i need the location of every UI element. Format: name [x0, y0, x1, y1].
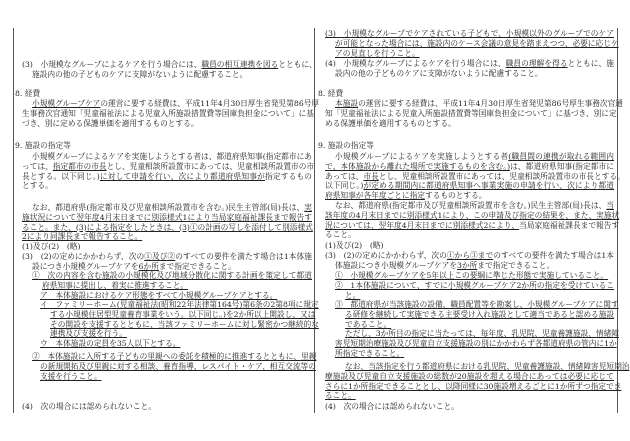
text-line: [335, 349, 614, 359]
text-line: [22, 99, 320, 109]
text-line: [22, 70, 312, 80]
text-segment: 以下同じ。): [325, 181, 364, 191]
text-line: [335, 271, 614, 281]
right-expenses-text: [325, 99, 623, 128]
right-report-text: [325, 201, 620, 240]
text-line: [325, 181, 614, 191]
underlined-text: 療施設及び児童自立支援施設の総数が20施設を超える場合にあっては必要に応じて: [325, 371, 614, 381]
text-segment: (1)及び(2) (略): [22, 242, 81, 251]
right-requirement-3: [335, 300, 619, 329]
right-heading-designation: [318, 141, 518, 151]
underlined-text: の新規開拓及び里親に対する相談、養育指導、レスパイト・ケア、相互交流等の: [40, 361, 316, 371]
left-requirement-1-i: [40, 300, 319, 339]
text-line: [325, 210, 620, 221]
text-segment: 施設内の他の子どものケアに支障がないように配慮すること。: [32, 69, 248, 79]
right-item-3-review: [325, 29, 619, 58]
text-line: [325, 220, 620, 231]
right-heading-expenses: [318, 89, 518, 99]
text-line: [22, 172, 312, 182]
text-line: [22, 402, 222, 412]
underlined-text: ウ 本体施設の定員を35人以下とする。: [40, 339, 181, 348]
underlined-text: 害児短期治療施設及び児童自立支援施設の別にかかわらず各都道府県の管内に1か: [335, 338, 617, 348]
text-segment: 知「児童福祉法による児童入所施設措置費等国庫負担金について」に基づき、別に定: [325, 108, 617, 118]
text-line: [22, 203, 312, 213]
text-segment: まで指定できること。: [158, 261, 236, 271]
left-heading-designation: [15, 141, 215, 151]
text-segment: 9. 施設の指定等: [318, 141, 374, 150]
text-segment: とし、児童相談所設置市にあっては、児童相談所設置市の市: [106, 161, 315, 171]
right-item-4: [325, 402, 525, 412]
text-line: [325, 241, 525, 251]
underlined-text: (3) 小規模なグループでケアされている子どもで、小規模以外のグループでのケア: [325, 29, 614, 38]
left-item-3-cooperation: [22, 60, 317, 80]
underlined-text: 職員の相互連携を図る: [201, 60, 279, 69]
left-item-1-2-omitted: [22, 242, 222, 252]
text-segment: あっては、: [325, 171, 364, 181]
text-line: [22, 232, 312, 242]
underlined-text: 2により同課長まで報告すること。: [22, 232, 143, 242]
text-line: [335, 300, 619, 310]
underlined-text: が定める期間内に都道府県知事へ事業実施の申請を行い、次により都道: [363, 181, 614, 191]
text-line: [32, 271, 312, 281]
text-segment: 8. 経費: [15, 89, 41, 98]
text-segment: (3) 小規模なグループによるケアを行う場合には、: [22, 60, 202, 69]
text-line: [325, 261, 614, 271]
underlined-text: 市長: [363, 171, 379, 181]
text-line: [22, 109, 312, 119]
text-line: [325, 372, 614, 382]
text-line: [40, 309, 316, 320]
underlined-text: に対して申請を行い、次により都道府県知事が: [99, 171, 265, 181]
text-line: [22, 181, 312, 191]
underlined-text: 府県知事に提出し、着実に推進すること。: [42, 280, 189, 290]
underlined-text: ① 次の内容を含む施設の小規模化及び地域分散化に関する計画を策定して都道: [32, 271, 312, 280]
underlined-text: その開設を支援するとともに、当該ファミリーホームに対し緊密かつ継続的な: [50, 319, 319, 329]
left-requirement-1-u: [40, 339, 312, 349]
text-line: [325, 391, 614, 401]
text-segment: (4) 小規模なグループによるケアを行う場合には、: [325, 59, 506, 68]
text-line: [32, 372, 312, 382]
underlined-text: ② 1本体施設について、すでに小規模グループケア2か所の指定を受けているこ: [335, 281, 614, 290]
underlined-text: 当: [606, 201, 614, 210]
underlined-text: ① 小規模グループケアを5年以上この要綱に準じた形態で実施していること。: [335, 271, 609, 280]
text-segment: まで指定できること。: [477, 260, 555, 270]
text-segment: 小規模グループによるケアを実施しようとする者: [335, 152, 509, 161]
underlined-text: する小規模住居型児童養育事業をいう。以下同じ。)を2か所以上開設し、又は: [50, 309, 316, 319]
underlined-text: 施状況について翌年度4月末日までに別添様式1により当局家庭福祉課長まで報告す: [22, 212, 312, 222]
text-segment: のすべての要件を満たす場合は1本: [493, 251, 614, 260]
text-segment: なお、都道府県(指定都市及び児童相談所設置市を含む。)民生主管部(局)長は、: [335, 201, 607, 210]
text-line: [325, 69, 614, 79]
underlined-text: ること。: [325, 391, 356, 401]
text-segment: (4) 次の場合には認められないこと。: [325, 402, 459, 411]
underlined-text: 3か所: [457, 260, 478, 270]
underlined-text: 府県知事が各年度ごとに指定: [325, 191, 425, 201]
text-segment: とし、児童相談所設置市にあっては、児童相談所設置市の市長とする。: [378, 171, 625, 181]
underlined-text: アの見直しを行うこと。: [335, 48, 420, 58]
text-segment: (3) (2)の定めにかかわらず、次の: [325, 251, 447, 260]
text-segment: 小規模グループによるケアを実施しようとする者は、都道府県知事(指定都市にあ: [32, 152, 312, 161]
left-expenses-text: [22, 99, 320, 128]
text-segment: 体施設につき小規模グループケアを: [335, 260, 458, 270]
text-line: [22, 223, 312, 233]
underlined-text: ①から③まで: [446, 251, 494, 260]
underlined-text: で、本体施設から離れた場所で実施するものを含む。): [325, 161, 511, 171]
text-segment: 指定するもの: [264, 171, 312, 181]
right-additional-designation-text: [325, 362, 630, 401]
text-segment: (1)及び(2) (略): [325, 241, 384, 250]
underlined-text: 所指定できること。: [335, 348, 405, 358]
text-line: [325, 49, 614, 59]
underlined-text: ③ 都道府県が当該施設の設備、職員配置等を勘案し、小規模グループケアに関す: [335, 300, 619, 309]
underlined-text: ①及び②: [144, 252, 176, 261]
underlined-text: イ ファミリーホーム(児童福祉法(昭和22年法律第164号)第6条の2第8項に規定: [40, 300, 319, 309]
text-line: [22, 242, 222, 252]
text-line: [40, 300, 319, 310]
underlined-text: 支援を行うこと。: [40, 371, 102, 381]
text-segment: 生事務次官通知「児童福祉法による児童入所施設措置費等国庫負担金について」に基: [22, 108, 314, 118]
text-line: [318, 141, 518, 151]
text-line: [335, 320, 614, 330]
text-line: [15, 141, 215, 151]
text-line: [325, 201, 614, 211]
text-segment: とする。: [22, 181, 53, 191]
left-item-3-requirements: [22, 252, 312, 272]
underlined-text: さらに1か所指定できることとし、以降同様に30施設増えるごとに1か所ずつ指定でき: [325, 381, 622, 391]
text-line: [22, 119, 312, 129]
text-line: [325, 38, 619, 49]
left-designation-text: [22, 152, 315, 191]
text-line: [22, 60, 317, 70]
text-line: [325, 99, 623, 109]
text-segment: の運営に要する経費は、平成11年4月30日厚生省発児第86号厚生事務次官通: [358, 99, 623, 108]
underlined-text: 本施設: [335, 99, 359, 108]
underlined-text: ア 本体施設におけるケア形態をすべて小規模グループケアとする。: [40, 291, 278, 300]
text-line: [325, 162, 614, 172]
underlined-text: ただし、3か所目の指定に当たっては、毎年度、乳児院、児童養護施設、情緒障: [345, 329, 619, 338]
left-requirement-2: [32, 352, 317, 381]
underlined-text: ② 本体施設に入所する子どもの里親への委託を積極的に推進するとともに、里親: [32, 352, 317, 361]
right-requirement-2: [335, 281, 614, 301]
text-segment: とともに、: [278, 60, 317, 69]
underlined-text: 職員の理解を得る: [505, 59, 568, 68]
text-line: [32, 361, 316, 372]
right-designation-text: [325, 152, 625, 201]
right-item-1-2-omitted: [325, 241, 525, 251]
text-line: [40, 329, 312, 339]
text-segment: 設につき小規模グループケアを: [32, 261, 139, 271]
text-segment: ること。: [325, 230, 356, 240]
underlined-text: 連携及び支援を行う。: [50, 329, 127, 339]
right-proviso-text: [335, 329, 619, 358]
text-line: [32, 281, 312, 291]
underlined-text: (職員間の連携が取れる範囲内: [508, 152, 614, 161]
underlined-text: が可能となった場合には、施設内のケース会議の意見を踏まえつつ、必要に応じケ: [335, 38, 619, 48]
text-segment: 設内の他の子どものケアに支障がないように配慮すること。: [335, 68, 543, 78]
text-segment: っては、: [22, 161, 53, 171]
right-requirement-1: [335, 271, 614, 281]
text-segment: なお、都道府県(指定都市及び児童相談所設置市を含む。)民生主管部(局)長は、: [32, 203, 305, 212]
text-line: [325, 29, 614, 39]
text-segment: のすべての要件を満たす場合は1本体施: [175, 252, 312, 261]
right-item-3-requirements: [325, 251, 614, 271]
underlined-text: る研修を継続して実施できる主要受け入れ施設として適当であると認める施設: [345, 309, 615, 319]
text-line: [325, 402, 525, 412]
text-segment: 当局家庭福祉課長まで報告す: [519, 220, 620, 230]
text-line: [325, 191, 614, 201]
left-heading-expenses: [15, 89, 215, 99]
text-line: [325, 119, 614, 129]
text-line: [318, 89, 518, 99]
text-line: [335, 310, 614, 320]
text-segment: 9. 施設の指定等: [15, 141, 71, 150]
left-column-border: [13, 28, 14, 413]
text-line: [22, 252, 312, 262]
text-segment: 長とする。以下同じ。): [22, 171, 100, 181]
text-line: [22, 213, 312, 223]
text-segment: 8. 経費: [318, 89, 344, 98]
text-segment: づき、別に定める保護単価を適用するものとする。: [22, 118, 199, 128]
text-line: [325, 59, 614, 69]
text-line: [325, 362, 630, 372]
text-line: [22, 152, 312, 162]
text-segment: するものとする。: [424, 191, 487, 201]
text-line: [325, 251, 614, 261]
text-line: [15, 89, 215, 99]
text-line: [32, 352, 317, 362]
right-item-4-understanding: [325, 59, 614, 79]
text-line: [325, 230, 614, 240]
underlined-text: ること。また、(3)による指定をしたときは、(3)①の計画の写しを添付して別添様式: [22, 222, 313, 232]
underlined-text: 指定都市の市長: [52, 161, 107, 171]
text-line: [335, 281, 614, 291]
text-line: [22, 161, 315, 172]
text-line: [40, 339, 312, 349]
text-line: [325, 171, 625, 182]
text-line: [325, 108, 617, 119]
left-item-4: [22, 402, 222, 412]
underlined-text: なお、当該指定を行う都道府県における乳児院、児童養護施設、情緒障害児短期治: [345, 362, 630, 371]
left-requirement-1: [32, 271, 312, 291]
underlined-text: と。: [345, 290, 361, 300]
underlined-text: 実: [304, 203, 312, 212]
text-line: [325, 381, 622, 392]
text-segment: (4) 次の場合には認められないこと。: [22, 402, 156, 411]
text-segment: める保護単価を適用するものとする。: [325, 118, 456, 128]
text-segment: の運営に要する経費は、平成11年4月30日厚生省発児第86号厚: [100, 99, 320, 108]
underlined-text: 小規模グループケア: [32, 99, 101, 108]
text-segment: とともに、施: [567, 59, 614, 68]
text-line: [40, 319, 319, 330]
text-line: [325, 152, 614, 162]
text-segment: は、都道府県知事(指定都市に: [510, 161, 614, 171]
underlined-text: 該年度の4月末日までに別添様式1により、この申請及び指定の結果を、また、実施状: [325, 210, 620, 220]
underlined-text: であること。: [345, 319, 392, 329]
left-report-text: [22, 203, 312, 242]
text-line: [335, 329, 619, 339]
text-segment: (3) (2)の定めにかかわらず、次の: [22, 252, 145, 261]
underlined-text: 6か所: [138, 261, 159, 271]
text-line: [335, 338, 617, 349]
underlined-text: 況については、翌年度4月末日までに別添様式2により、: [325, 220, 520, 230]
